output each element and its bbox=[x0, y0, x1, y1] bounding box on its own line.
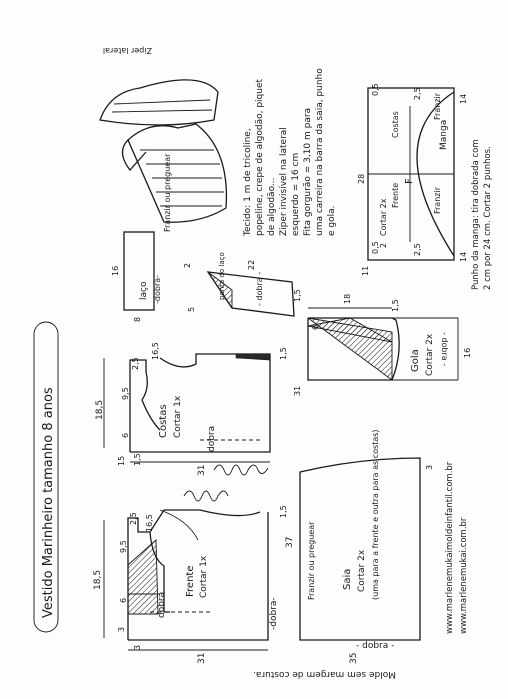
frente-d2: 9,5 bbox=[119, 540, 128, 553]
manga-d1: 2 bbox=[379, 242, 388, 248]
saia-piece bbox=[285, 429, 434, 664]
frente-fold: -dobra- bbox=[269, 597, 279, 630]
saia-fold: - dobra - bbox=[356, 641, 395, 651]
manga-d5: 11 bbox=[361, 265, 370, 276]
materials-line-4: Ziper invisível na lateral bbox=[279, 127, 289, 236]
saia-note: (uma para a frente e outra para as costas) bbox=[371, 429, 380, 600]
saia-cut: Cortar 2x bbox=[357, 549, 367, 592]
saia-side: Franzir ou preguear bbox=[307, 521, 316, 600]
saia-height: 35 bbox=[349, 652, 359, 664]
manga-label: Manga bbox=[439, 119, 449, 150]
ponta-label: ponta do laço bbox=[218, 252, 226, 300]
page-title: Vestido Marinheiro tamanho 8 anos bbox=[41, 387, 56, 618]
costas-d7: 1,5 bbox=[133, 453, 142, 466]
cuff-line-2: 2 cm por 24 cm. Cortar 2 punhos. bbox=[483, 146, 493, 290]
gola-d3: 1,5 bbox=[391, 299, 400, 312]
manga-d7: 2,5 bbox=[413, 243, 422, 256]
manga-width: 28 bbox=[357, 173, 366, 184]
saia-d1: 3 bbox=[425, 464, 434, 470]
frente-d5: 3 bbox=[117, 626, 126, 632]
materials-line-8: e gola. bbox=[327, 205, 337, 236]
margin-note bbox=[253, 669, 396, 679]
manga-d3: 0,5 bbox=[371, 241, 380, 254]
gola-d2: 31 bbox=[293, 385, 302, 396]
gola-height: 16 bbox=[463, 347, 472, 358]
laco-fold: -dobra- bbox=[153, 274, 162, 304]
frente-label: Frente bbox=[185, 565, 196, 597]
cuff-line-1: Punho da manga: tira dobrada com bbox=[471, 139, 481, 290]
zipper-note: Ziper lateral bbox=[102, 46, 152, 55]
materials-line-1: Tecido: 1 m de tricoline, bbox=[243, 128, 253, 236]
costas-cut: Cortar 1x bbox=[173, 395, 183, 438]
manga-front: Frente bbox=[391, 182, 400, 208]
manga-cut: Cortar 2x bbox=[379, 198, 388, 236]
manga-d6: 14 bbox=[459, 251, 468, 262]
laco-height: 8 bbox=[133, 316, 142, 322]
gola-label: Gola bbox=[410, 349, 421, 372]
frente-d4: 6 bbox=[119, 597, 128, 603]
website-2: www.marlenemukai.com.br bbox=[459, 517, 469, 634]
costas-label: Costas bbox=[158, 404, 169, 438]
costas-width: 31 bbox=[197, 464, 207, 476]
frente-cut: Cortar 1x bbox=[199, 555, 209, 598]
ponta-fold: - dobra - bbox=[255, 271, 264, 306]
frente-d3: 16,5 bbox=[145, 514, 154, 532]
manga-back: Costas bbox=[391, 111, 400, 138]
costas-d5: 1,5 bbox=[279, 347, 288, 360]
frente-d1: 2,5 bbox=[129, 512, 138, 525]
laco-width: 16 bbox=[111, 265, 120, 276]
saia-label: Saia bbox=[342, 568, 353, 590]
ponta-w: 5 bbox=[187, 306, 196, 312]
materials-line-7: uma carreira na barra da saia, punho bbox=[315, 68, 325, 236]
gola-width: 18 bbox=[343, 293, 352, 304]
materials-line-5: esquerdo = 16 cm bbox=[291, 152, 301, 236]
ponta-d1: 22 bbox=[247, 259, 256, 270]
costas-d2: 9,5 bbox=[121, 387, 130, 400]
frente-side-width: 18,5 bbox=[93, 569, 103, 590]
manga-piece bbox=[357, 83, 468, 276]
margin-note-text: Molde sem margem de costura. bbox=[252, 669, 396, 679]
gola-fold: - dobra - bbox=[440, 332, 449, 367]
frente-fold-label: dobra bbox=[157, 591, 167, 618]
frente-d6: 1,5 bbox=[279, 505, 288, 518]
costas-side-width: 18,5 bbox=[95, 399, 105, 420]
manga-d4: 0,5 bbox=[371, 83, 380, 96]
costas-fold-label: dobra bbox=[207, 425, 217, 452]
costas-d4: 6 bbox=[121, 432, 130, 438]
gola-piece bbox=[293, 294, 472, 396]
ponta-h: 2 bbox=[183, 262, 192, 268]
manga-bottom: Franzir bbox=[433, 93, 442, 120]
website-1: www.marlenemukaimoldeinfantil.com.br bbox=[445, 461, 455, 634]
ponta-piece bbox=[183, 252, 302, 316]
manga-d2: 2,5 bbox=[413, 87, 422, 100]
costas-piece bbox=[95, 342, 288, 476]
manga-top: Franzir bbox=[433, 187, 442, 214]
materials-line-6: Fita gorgurão = 3,10 m para bbox=[303, 107, 313, 236]
saia-width: 37 bbox=[285, 536, 295, 548]
costas-d1: 2,5 bbox=[131, 357, 140, 370]
costas-d6: 15 bbox=[117, 455, 126, 466]
faixa-label: Franzir ou preguear bbox=[163, 153, 172, 232]
costas-d3: 16,5 bbox=[151, 342, 160, 360]
laco-label: laço bbox=[139, 281, 149, 300]
websites bbox=[445, 461, 469, 634]
gola-d1: 6 bbox=[311, 324, 320, 330]
ponta-d2: 1,5 bbox=[293, 289, 302, 302]
frente-width: 31 bbox=[197, 652, 207, 664]
materials-line-3: de algodão... bbox=[267, 177, 277, 236]
manga-fold: F bbox=[404, 178, 415, 184]
laco-piece bbox=[111, 232, 162, 322]
frente-d7: 3 bbox=[133, 644, 142, 650]
manga-height: 14 bbox=[459, 93, 468, 104]
frente-piece bbox=[93, 505, 288, 664]
cuff-note bbox=[471, 139, 493, 290]
materials-block bbox=[243, 68, 337, 237]
gola-cut: Cortar 2x bbox=[425, 333, 435, 376]
materials-line-2: popeline, crepe de algodão, piquet bbox=[255, 78, 265, 236]
